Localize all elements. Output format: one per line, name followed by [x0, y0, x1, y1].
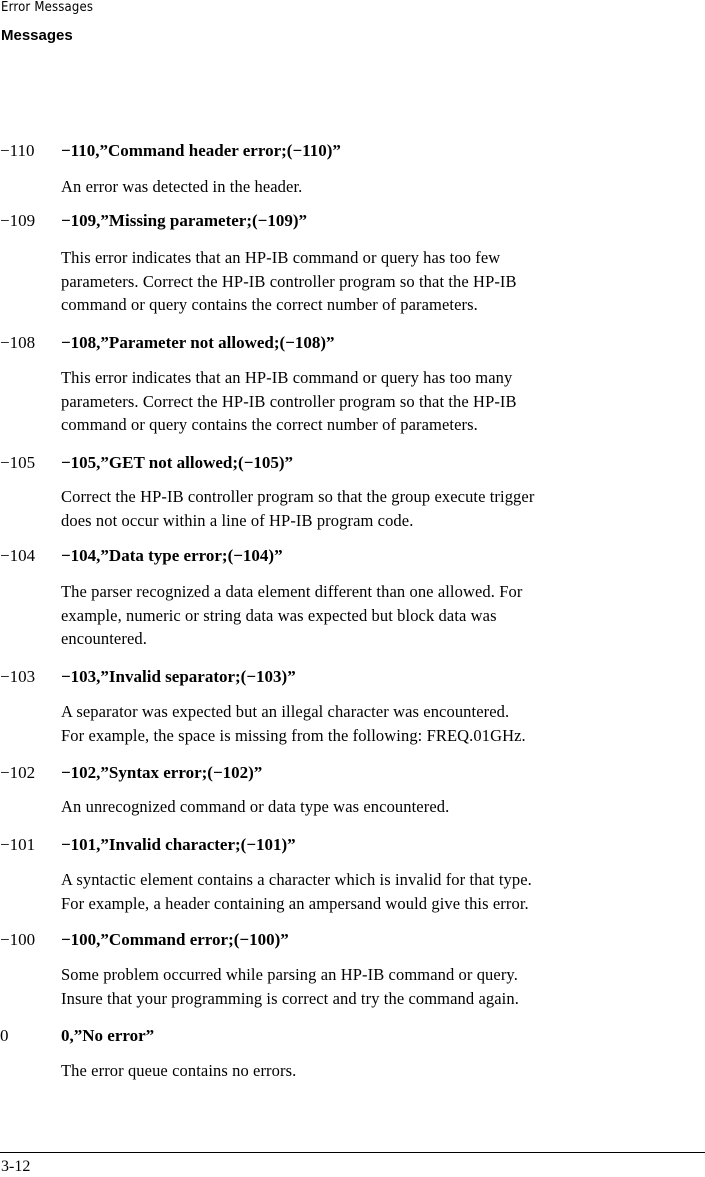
description-line: The parser recognized a data element different than one allowed. For — [61, 582, 523, 601]
error-description — [61, 580, 705, 651]
page-number: 3-12 — [1, 1158, 31, 1175]
description-line: parameters. Correct the HP-IB controller program so that the HP-IB — [61, 271, 517, 291]
description-line: does not occur within a line of HP-IB program code. — [61, 510, 414, 530]
error-description — [61, 485, 705, 532]
error-code: −109 — [0, 211, 36, 230]
error-code: −102 — [0, 763, 36, 782]
error-message: −109,”Missing parameter;(−109)” — [61, 211, 307, 230]
description-line: Correct the HP-IB controller program so that the group execute trigger — [61, 487, 535, 506]
description-line: This error indicates that an HP-IB command or query has too many — [61, 368, 513, 387]
error-description — [61, 868, 705, 915]
error-message: −104,”Data type error;(−104)” — [61, 546, 283, 565]
error-message: −105,”GET not allowed;(−105)” — [61, 453, 294, 472]
error-message: −108,”Parameter not allowed;(−108)” — [61, 333, 335, 352]
error-code: −100 — [0, 930, 36, 949]
error-code: 0 — [0, 1026, 9, 1045]
error-code: −105 — [0, 453, 36, 472]
error-description — [61, 700, 705, 747]
error-message: −101,”Invalid character;(−101)” — [61, 835, 296, 854]
description-line: An error was detected in the header. — [61, 177, 303, 196]
error-description — [61, 1059, 705, 1083]
error-description — [61, 175, 705, 199]
error-description — [61, 963, 705, 1010]
error-message: −103,”Invalid separator;(−103)” — [61, 667, 296, 686]
description-line: encountered. — [61, 629, 147, 648]
running-header-subsection: Messages — [1, 27, 73, 44]
description-line: parameters. Correct the HP-IB controller program so that the HP-IB — [61, 391, 517, 411]
description-line: Some problem occurred while parsing an HP-IB command or query. — [61, 965, 518, 984]
error-code: −108 — [0, 333, 36, 352]
description-line: A separator was expected but an illegal character was encountered. — [61, 702, 510, 721]
error-message: −102,”Syntax error;(−102)” — [61, 763, 263, 782]
description-line: example, numeric or string data was expected but block data was — [61, 605, 497, 625]
description-line: For example, a header containing an ampersand would give this error. — [61, 893, 529, 913]
error-code: −103 — [0, 667, 36, 686]
error-description — [61, 795, 705, 819]
description-line: command or query contains the correct number of parameters. — [61, 295, 478, 314]
description-line: This error indicates that an HP-IB command or query has too few — [61, 248, 501, 267]
description-line: The error queue contains no errors. — [61, 1061, 297, 1080]
error-description — [61, 366, 705, 437]
error-message: −100,”Command error;(−100)” — [61, 930, 289, 949]
error-description — [61, 246, 705, 317]
description-line: Insure that your programming is correct and try the command again. — [61, 988, 519, 1008]
description-line: A syntactic element contains a character which is invalid for that type. — [61, 870, 532, 889]
error-code: −101 — [0, 835, 36, 854]
error-message: −110,”Command header error;(−110)” — [61, 141, 341, 160]
error-message: 0,”No error” — [61, 1026, 155, 1045]
description-line: command or query contains the correct number of parameters. — [61, 415, 478, 434]
error-code: −110 — [0, 141, 35, 160]
description-line: For example, the space is missing from the following: FREQ.01GHz. — [61, 725, 526, 745]
running-header-section: Error Messages — [1, 0, 94, 15]
description-line: An unrecognized command or data type was encountered. — [61, 797, 450, 816]
footer-rule — [0, 1152, 705, 1153]
error-code: −104 — [0, 546, 36, 565]
